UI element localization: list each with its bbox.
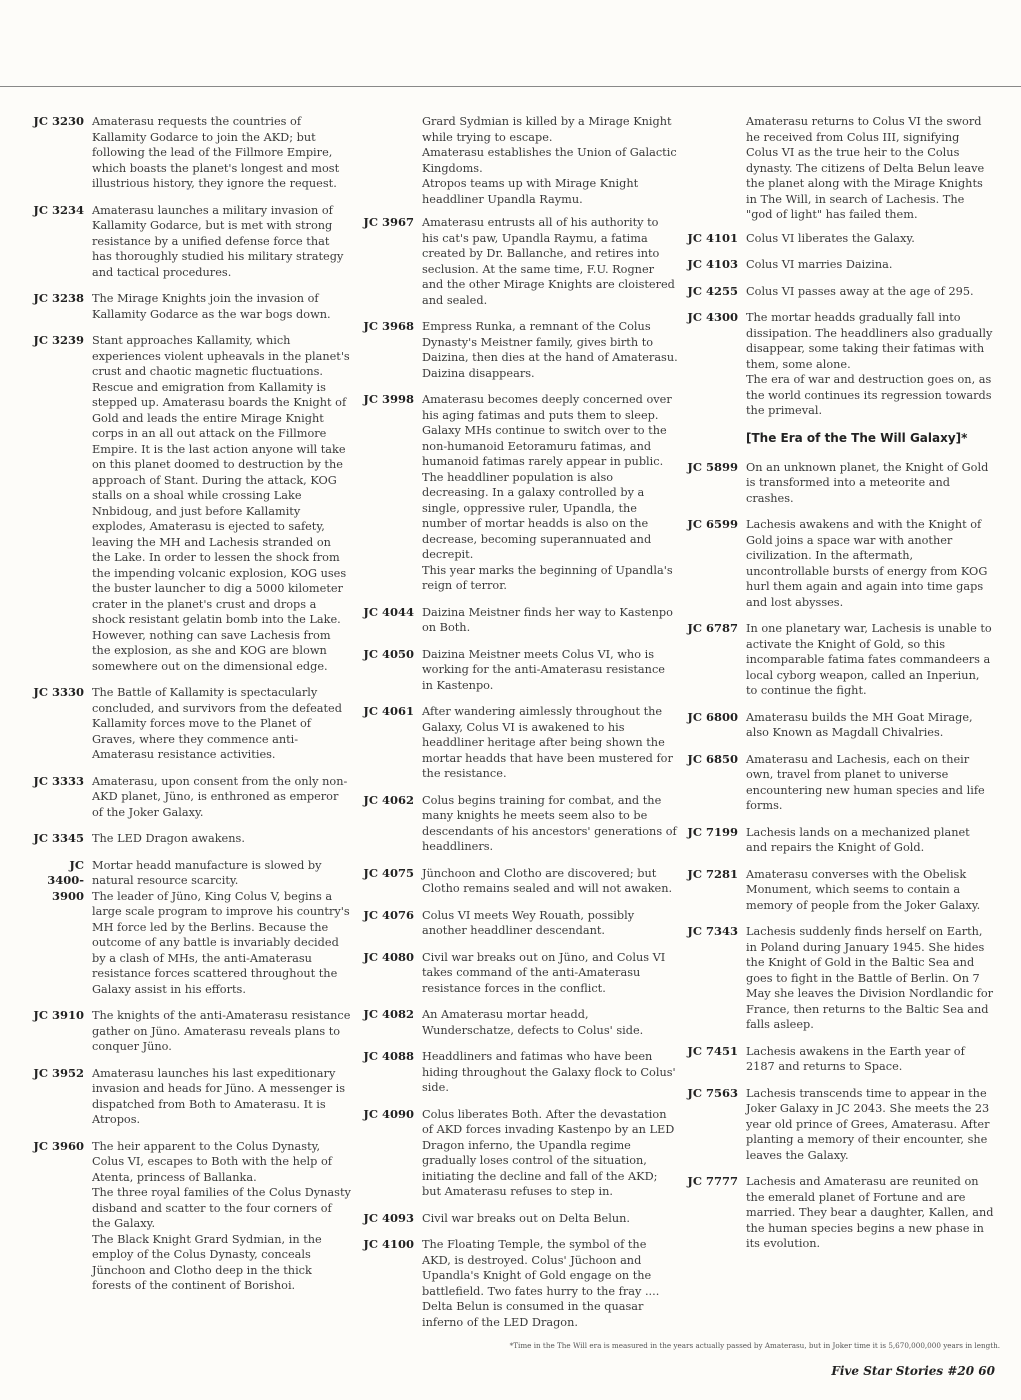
entry-paragraph: This year marks the beginning of Upandla's reign of terror.: [422, 563, 673, 592]
entry-date: JC 6850: [687, 751, 738, 766]
timeline-entry: [684, 231, 994, 247]
entry-text: [746, 825, 994, 856]
entry-date: JC 4075: [363, 865, 414, 880]
entry-date: JC 3345: [33, 831, 84, 845]
entry-date: JC 7777: [687, 1174, 738, 1188]
entry-text: [92, 1008, 352, 1055]
entry-date: JC 4090: [363, 1106, 414, 1121]
entry-text: [746, 710, 994, 741]
top-rule: [0, 86, 1021, 87]
entry-text: [746, 284, 994, 300]
timeline-entry: [30, 1139, 352, 1294]
page-number: 60: [978, 1364, 995, 1378]
entry-date: JC 5899: [687, 459, 738, 474]
timeline-entry: [360, 647, 678, 694]
timeline-entry: [684, 284, 994, 300]
entry-paragraph: Amaterasu establishes the Union of Galactic Kingdoms.: [422, 146, 677, 175]
entry-text: [422, 908, 678, 939]
entry-date: JC 3400-3900: [47, 857, 84, 903]
entry-text: [92, 114, 352, 192]
timeline-entry: [360, 1211, 678, 1227]
entry-text: [422, 793, 678, 855]
entry-paragraph: Amaterasu converses with the Obelisk Monument, which seems to contain a memory of people from the Joker Galaxy.: [746, 867, 981, 912]
timeline-entry: [360, 704, 678, 782]
continued-entry: [684, 114, 994, 223]
entry-date: JC 6787: [687, 621, 738, 635]
timeline-entry: [30, 685, 352, 763]
entry-paragraph: The leader of Jüno, King Colus V, begins a large scale program to improve his country's MH force led by the Berlins. Because the outcome of any battle is invariably decided by a clash of MHs, the anti-Amaterasu resistance forces scattered throughout the Galaxy assist in his efforts.: [92, 889, 350, 996]
timeline-entry: [360, 950, 678, 997]
timeline-entry: [30, 831, 352, 847]
entry-text: [92, 1066, 352, 1128]
entry-paragraph: Colus VI passes away at the age of 295.: [746, 284, 974, 298]
timeline-entry: [30, 291, 352, 322]
entry-date: JC 3998: [363, 392, 414, 406]
entry-date: JC 3960: [33, 1138, 84, 1153]
page-footer: [831, 1364, 995, 1378]
entry-text: [746, 924, 994, 1033]
entry-paragraph: Amaterasu returns to Colus VI the sword he received from Colus III, signifying Colus VI as the true heir to the Colus dynasty. The citizens of Delta Belun leave the planet along with the Mirage Knights in The Will, in search of Lachesis. The "god of light" has failed them.: [746, 115, 985, 221]
entry-text: [746, 621, 994, 699]
entry-date: JC 4300: [687, 310, 738, 324]
entry-paragraph: Colus VI liberates the Galaxy.: [746, 231, 915, 245]
timeline-entry: [360, 908, 678, 939]
entry-text: [92, 203, 352, 281]
publication-title: Five Star Stories #20: [831, 1364, 975, 1378]
entry-paragraph: Lachesis awakens and with the Knight of Gold joins a space war with another civilization. In the aftermath, uncontrollable bursts of energy from KOG hurl them again and again into time gaps and lost abysses.: [746, 518, 988, 609]
entry-text: [422, 1049, 678, 1096]
entry-date: JC 4080: [363, 949, 414, 964]
entry-paragraph: Amaterasu requests the countries of Kallamity Godarce to join the AKD; but following the lead of the Fillmore Empire, which boasts the planet's longest and most illustrious history, they ignore the request.: [92, 115, 340, 190]
timeline-entry: [684, 1086, 994, 1164]
timeline-entry: [360, 1007, 678, 1038]
entry-paragraph: The heir apparent to the Colus Dynasty, Colus VI, escapes to Both with the help of Atenta, princess of Ballanka.: [92, 1139, 332, 1184]
entry-paragraph: Civil war breaks out on Jüno, and Colus VI takes command of the anti-Amaterasu resistance forces in the conflict.: [422, 950, 666, 995]
timeline-entry: [684, 517, 994, 610]
entry-text: [92, 831, 352, 847]
entry-paragraph: The Mirage Knights join the invasion of Kallamity Godarce as the war bogs down.: [92, 292, 331, 321]
timeline-entry: [684, 924, 994, 1033]
entry-date: JC 6800: [687, 709, 738, 724]
entry-paragraph: In one planetary war, Lachesis is unable to activate the Knight of Gold, so this incomparable fatima fates commandeers a local cyborg weapon, called an Inperiun, to continue the fight.: [746, 622, 992, 697]
entry-text: [422, 647, 678, 694]
entry-paragraph: Galaxy MHs continue to switch over to the non-humanoid Eetoramuru fatimas, and humanoid fatimas rarely appear in public. The headdliner population is also decreasing. In a galaxy controlled by a single, oppressive ruler, Upandla, the number of mortar headds is also on the decrease, becoming superannuated and decrepit.: [422, 424, 667, 561]
column-2: [360, 114, 678, 1341]
entry-paragraph: Daizina Meistner finds her way to Kastenpo on Both.: [422, 605, 673, 634]
entry-text: [422, 1211, 678, 1227]
entry-paragraph: Colus begins training for combat, and the many knights he meets seem also to be descendants of his ancestors' generations of headdliners.: [422, 793, 677, 853]
entry-date: JC 7563: [687, 1085, 738, 1100]
entry-text: [92, 858, 352, 998]
entry-text: [422, 215, 678, 308]
continued-text: [422, 114, 678, 207]
continued-entry: [360, 114, 678, 207]
footnote: *Time in the The Will era is measured in the years actually passed by Amaterasu, but in Joker time it is 5,670,000,000 years in length.: [509, 1341, 1000, 1350]
entry-date: JC 4044: [363, 604, 414, 619]
entry-paragraph: Colus VI meets Wey Rouath, possibly another headdliner descendant.: [422, 908, 635, 937]
entry-paragraph: Amaterasu and Lachesis, each on their own, travel from planet to universe encountering new human species and life forms.: [746, 752, 985, 812]
entry-paragraph: Colus liberates Both. After the devastation of AKD forces invading Kastenpo by an LED Dragon inferno, the Upandla regime gradually loses control of the situation, initiating the decline and fall of the AKD; but Amaterasu refuses to step in.: [422, 1107, 675, 1198]
entry-date: JC 4088: [363, 1049, 414, 1063]
entry-date: JC 6599: [687, 517, 738, 531]
entry-text: [92, 774, 352, 821]
entry-date: JC 3333: [33, 773, 84, 788]
timeline-entry: [360, 605, 678, 636]
entry-text: [422, 1237, 678, 1330]
timeline-entry: [30, 858, 352, 998]
continued-text: [746, 114, 994, 223]
entry-date: JC 4103: [687, 257, 738, 271]
entry-paragraph: Amaterasu, upon consent from the only non-AKD planet, Jüno, is enthroned as emperor of the Joker Galaxy.: [92, 774, 348, 819]
entry-paragraph: The mortar headds gradually fall into dissipation. The headdliners also gradually disappear, some taking their fatimas with them, some alone.: [746, 311, 993, 371]
entry-date: JC 7451: [687, 1043, 738, 1058]
entry-date: JC 4100: [363, 1237, 414, 1251]
column-2-entries: [360, 215, 678, 1330]
entry-paragraph: Stant approaches Kallamity, which experiences violent upheavals in the planet's crust and chaotic magnetic fluctuations. Rescue and emigration from Kallamity is stepped up. Amaterasu boards the Knight of Gold and leads the entire Mirage Knight corps in an all out attack on the Fillmore Empire. It is the last action anyone will take on this planet doomed to destruction by the approach of Stant. During the attack, KOG stalls on a shoal while crossing Lake Nnbidoug, and just before Kallamity explodes, Amaterasu is ejected to safety, leaving the MH and Lachesis stranded on the Lake. In order to lessen the shock from the impending volcanic explosion, KOG uses the buster launcher to dig a 5000 kilometer crater in the planet's crust and drops a shock resistant gelatin bomb into the Lake. However, nothing can save Lachesis from the explosion, as she and KOG are blown somewhere out on the dimensional edge.: [92, 334, 350, 673]
entry-date: JC 3230: [33, 114, 84, 128]
timeline-entry: [360, 215, 678, 308]
entry-text: [746, 257, 994, 273]
entry-date: JC 3234: [33, 202, 84, 217]
entry-text: [746, 867, 994, 914]
entry-text: [422, 319, 678, 381]
column-3-entries-a: [684, 231, 994, 419]
column-3: [684, 114, 994, 1263]
entry-paragraph: The three royal families of the Colus Dynasty disband and scatter to the four corners of the Galaxy.: [92, 1186, 351, 1230]
entry-paragraph: The era of war and destruction goes on, as the world continues its regression towards the primeval.: [746, 373, 992, 417]
entry-paragraph: The knights of the anti-Amaterasu resistance gather on Jüno. Amaterasu reveals plans to conquer Jüno.: [92, 1009, 351, 1053]
entry-paragraph: After wandering aimlessly throughout the Galaxy, Colus VI is awakened to his headdliner heritage after being shown the mortar headds that have been mustered for the resistance.: [422, 705, 673, 780]
timeline-entry: [30, 1008, 352, 1055]
entry-text: [92, 1139, 352, 1294]
timeline-entry: [360, 1049, 678, 1096]
timeline-entry: [360, 392, 678, 594]
entry-text: [422, 866, 678, 897]
entry-text: [422, 1107, 678, 1200]
entry-paragraph: The LED Dragon awakens.: [92, 832, 245, 845]
entry-paragraph: The Battle of Kallamity is spectacularly concluded, and survivors from the defeated Kallamity forces move to the Planet of Graves, where they commence anti-Amaterasu resistance activities.: [92, 686, 342, 761]
timeline-entry: [684, 257, 994, 273]
entry-paragraph: Amaterasu becomes deeply concerned over his aging fatimas and puts them to sleep.: [422, 393, 672, 422]
timeline-entry: [684, 621, 994, 699]
entry-text: [746, 1174, 994, 1252]
entry-text: [422, 704, 678, 782]
entry-date: JC 3910: [33, 1008, 84, 1022]
entry-paragraph: Daizina Meistner meets Colus VI, who is working for the anti-Amaterasu resistance in Kastenpo.: [422, 647, 665, 692]
entry-text: [422, 1007, 678, 1038]
entry-date: JC 4076: [363, 907, 414, 922]
entry-paragraph: Atropos teams up with Mirage Knight headdliner Upandla Raymu.: [422, 177, 639, 206]
entry-date: JC 3330: [33, 685, 84, 699]
entry-text: [92, 333, 352, 674]
entry-paragraph: Headdliners and fatimas who have been hiding throughout the Galaxy flock to Colus' side.: [422, 1050, 676, 1094]
entry-paragraph: Empress Runka, a remnant of the Colus Dynasty's Meistner family, gives birth to Daizina, then dies at the hand of Amaterasu. Daizina disappears.: [422, 320, 678, 380]
timeline-entry: [30, 114, 352, 192]
entry-text: [92, 291, 352, 322]
entry-text: [746, 1044, 994, 1075]
entry-paragraph: Civil war breaks out on Delta Belun.: [422, 1211, 630, 1225]
entry-paragraph: Colus VI marries Daizina.: [746, 258, 893, 271]
entry-date: JC 3239: [33, 333, 84, 347]
entry-date: JC 3967: [363, 215, 414, 229]
entry-paragraph: Grard Sydmian is killed by a Mirage Knight while trying to escape.: [422, 115, 672, 144]
timeline-entry: [684, 1044, 994, 1075]
timeline-entry: [30, 333, 352, 674]
entry-text: [746, 231, 994, 247]
entry-paragraph: The Floating Temple, the symbol of the AKD, is destroyed. Colus' Jüchoon and Upandla's Knight of Gold engage on the battlefield. Two fates hurry to the fray ....: [422, 1238, 660, 1298]
entry-text: [422, 392, 678, 594]
entry-date: JC 7199: [687, 824, 738, 839]
entry-paragraph: Lachesis suddenly finds herself on Earth, in Poland during January 1945. She hides the Knight of Gold in the Baltic Sea and goes to fight in the Battle of Berlin. On 7 May she leaves the Division Nordlandic for France, then returns to the Baltic Sea and falls asleep.: [746, 925, 994, 1031]
entry-paragraph: Jünchoon and Clotho are discovered; but Clotho remains sealed and will not awaken.: [422, 866, 673, 895]
entry-text: [746, 517, 994, 610]
timeline-entry: [360, 319, 678, 381]
entry-paragraph: Lachesis transcends time to appear in the Joker Galaxy in JC 2043. She meets the 23 year old prince of Grees, Amaterasu. After planting a memory of their encounter, she leaves the Galaxy.: [746, 1086, 990, 1162]
column-1: [30, 114, 352, 1305]
entry-date: JC 4101: [687, 230, 738, 245]
entry-date: JC 3952: [33, 1065, 84, 1080]
entry-text: [422, 950, 678, 997]
timeline-entry: [360, 1237, 678, 1330]
entry-date: JC 4082: [363, 1007, 414, 1021]
entry-text: [422, 605, 678, 636]
entry-paragraph: Amaterasu launches a military invasion of Kallamity Godarce, but is met with strong resistance by a unified defense force that has thoroughly studied his military strategy and tactical procedures.: [92, 203, 344, 279]
entry-text: [92, 685, 352, 763]
entry-text: [746, 460, 994, 507]
timeline-entry: [30, 1066, 352, 1128]
timeline-entry: [30, 774, 352, 821]
timeline-entry: [360, 1107, 678, 1200]
entry-date: JC 4050: [363, 646, 414, 661]
timeline-entry: [684, 825, 994, 856]
entry-paragraph: Amaterasu entrusts all of his authority to his cat's paw, Upandla Raymu, a fatima created by Dr. Ballanche, and retires into seclusion. At the same time, F.U. Rogner and the other Mirage Knights are cloistered and sealed.: [422, 216, 675, 307]
timeline-entry: [684, 752, 994, 814]
entry-text: [746, 310, 994, 419]
entry-paragraph: Lachesis lands on a mechanized planet and repairs the Knight of Gold.: [746, 825, 970, 854]
entry-date: JC 7343: [687, 924, 738, 938]
timeline-entry: [30, 203, 352, 281]
section-heading: [The Era of the The Will Galaxy]*: [746, 430, 968, 445]
entry-paragraph: On an unknown planet, the Knight of Gold is transformed into a meteorite and crashes.: [746, 460, 989, 505]
timeline-entry: [684, 1174, 994, 1252]
entry-date: JC 4093: [363, 1210, 414, 1225]
timeline-entry: [360, 793, 678, 855]
entry-paragraph: Delta Belun is consumed in the quasar inferno of the LED Dragon.: [422, 1300, 644, 1329]
timeline-entry: [684, 460, 994, 507]
timeline-entry: [684, 310, 994, 419]
entry-paragraph: Lachesis awakens in the Earth year of 2187 and returns to Space.: [746, 1044, 965, 1073]
column-3-entries-b: [684, 460, 994, 1252]
entry-text: [746, 752, 994, 814]
entry-paragraph: Mortar headd manufacture is slowed by natural resource scarcity.: [92, 858, 322, 887]
timeline-entry: [360, 866, 678, 897]
entry-paragraph: Amaterasu launches his last expeditionary invasion and heads for Jüno. A messenger is dispatched from Both to Amaterasu. It is Atropos.: [92, 1066, 346, 1126]
entry-text: [746, 1086, 994, 1164]
timeline-entry: [684, 710, 994, 741]
entry-date: JC 3968: [363, 319, 414, 333]
entry-paragraph: An Amaterasu mortar headd, Wunderschatze, defects to Colus' side.: [422, 1008, 644, 1037]
entry-date: JC 3238: [33, 291, 84, 305]
entry-date: JC 4255: [687, 283, 738, 298]
timeline-entry: [684, 867, 994, 914]
entry-date: JC 4061: [363, 704, 414, 718]
entry-date: JC 7281: [687, 866, 738, 881]
entry-date: JC 4062: [363, 792, 414, 807]
entry-paragraph: Lachesis and Amaterasu are reunited on the emerald planet of Fortune and are married. They bear a daughter, Kallen, and the human species begins a new phase in its evolution.: [746, 1175, 994, 1250]
entry-paragraph: The Black Knight Grard Sydmian, in the employ of the Colus Dynasty, conceals Jünchoon and Clotho deep in the thick forests of the continent of Borishoi.: [92, 1232, 322, 1292]
entry-paragraph: Amaterasu builds the MH Goat Mirage, also Known as Magdall Chivalries.: [746, 710, 973, 739]
